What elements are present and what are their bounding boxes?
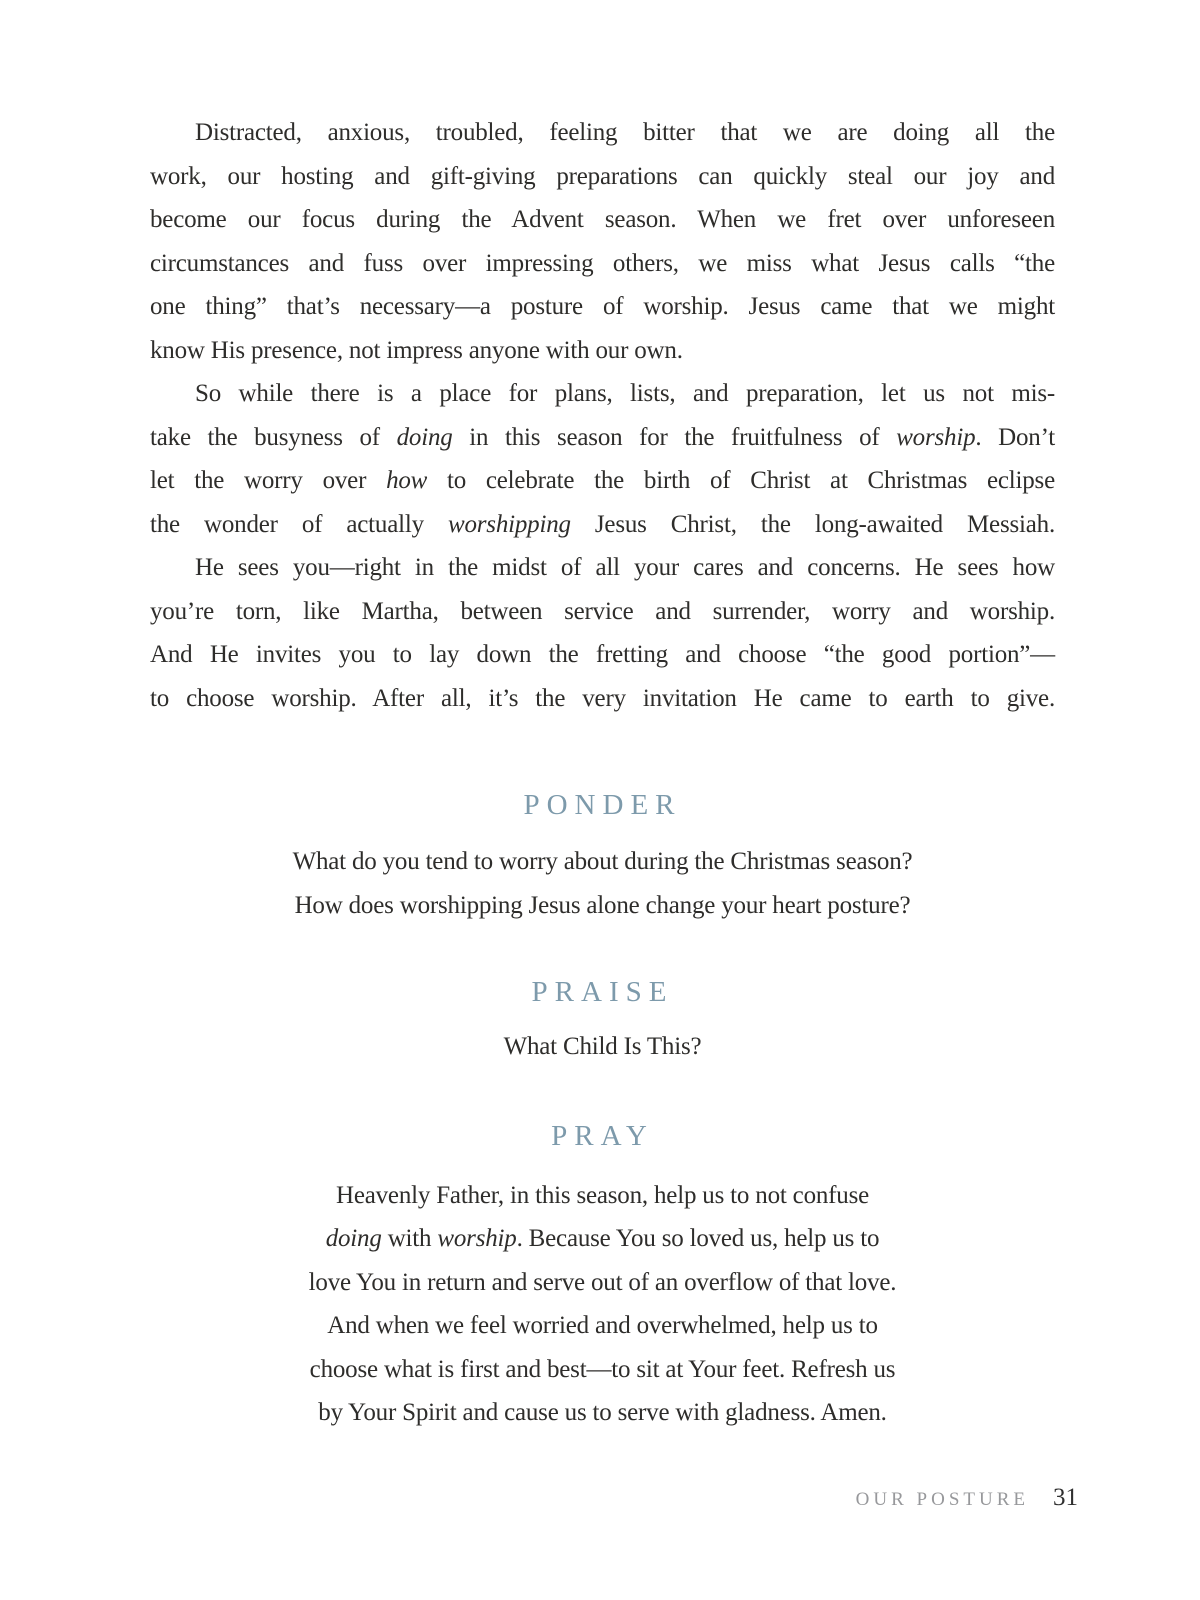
- running-head: OUR POSTURE: [855, 1489, 1029, 1510]
- section-line: by Your Spirit and cause us to serve with gladness. Amen.: [318, 1399, 887, 1426]
- body-line: become our focus during the Advent season. When we fret over unforeseen: [150, 206, 1055, 233]
- section-line: What do you tend to worry about during the Christmas season?: [292, 848, 913, 875]
- section-text: [150, 1025, 1055, 1069]
- body-line: let the worry over how to celebrate the birth of Christ at Christmas eclipse: [150, 467, 1055, 494]
- body-line: know His presence, not impress anyone with our own.: [150, 336, 683, 364]
- section-ponder: [150, 785, 1055, 927]
- section-line: What Child Is This?: [503, 1033, 702, 1060]
- section-line: doing with worship. Because You so loved us, help us to: [325, 1225, 880, 1252]
- body-line: So while there is a place for plans, lists, and preparation, let us not mis-: [195, 380, 1055, 407]
- body-line: And He invites you to lay down the fretting and choose “the good portion”—: [150, 641, 1055, 668]
- body-text: [150, 111, 1055, 720]
- section-text: [150, 840, 1055, 927]
- section-heading: PONDER: [523, 789, 682, 821]
- section-line: How does worshipping Jesus alone change your heart posture?: [294, 891, 911, 919]
- section-line: And when we feel worried and overwhelmed, help us to: [327, 1312, 878, 1339]
- page-footer: [856, 1484, 1078, 1512]
- body-line: the wonder of actually worshipping Jesus Christ, the long-awaited Messiah.: [150, 510, 1056, 538]
- section-text: [150, 1174, 1055, 1435]
- section-pray: [150, 1116, 1055, 1435]
- section-heading: PRAY: [551, 1119, 654, 1152]
- section-heading: PRAISE: [531, 976, 674, 1008]
- body-line: He sees you—right in the midst of all your cares and concerns. He sees how: [195, 554, 1055, 581]
- section-line: Heavenly Father, in this season, help us to not confuse: [335, 1181, 870, 1209]
- body-line: Distracted, anxious, troubled, feeling bitter that we are doing all the: [195, 119, 1055, 146]
- body-line: circumstances and fuss over impressing others, we miss what Jesus calls “the: [150, 249, 1055, 277]
- body-line: work, our hosting and gift-giving preparations can quickly steal our joy and: [150, 162, 1055, 190]
- body-line: to choose worship. After all, it’s the very invitation He came to earth to give.: [150, 684, 1055, 712]
- body-line: you’re torn, like Martha, between service and surrender, worry and worship.: [150, 597, 1055, 625]
- section-praise: [150, 972, 1055, 1069]
- section-line: love You in return and serve out of an overflow of that love.: [308, 1268, 897, 1296]
- body-line: take the busyness of doing in this season for the fruitfulness of worship. Don’t: [150, 423, 1055, 451]
- section-line: choose what is first and best—to sit at Your feet. Refresh us: [309, 1355, 896, 1383]
- sections: [150, 721, 1055, 1435]
- body-line: one thing” that’s necessary—a posture of worship. Jesus came that we might: [150, 293, 1055, 320]
- page-number: 31: [1053, 1484, 1078, 1511]
